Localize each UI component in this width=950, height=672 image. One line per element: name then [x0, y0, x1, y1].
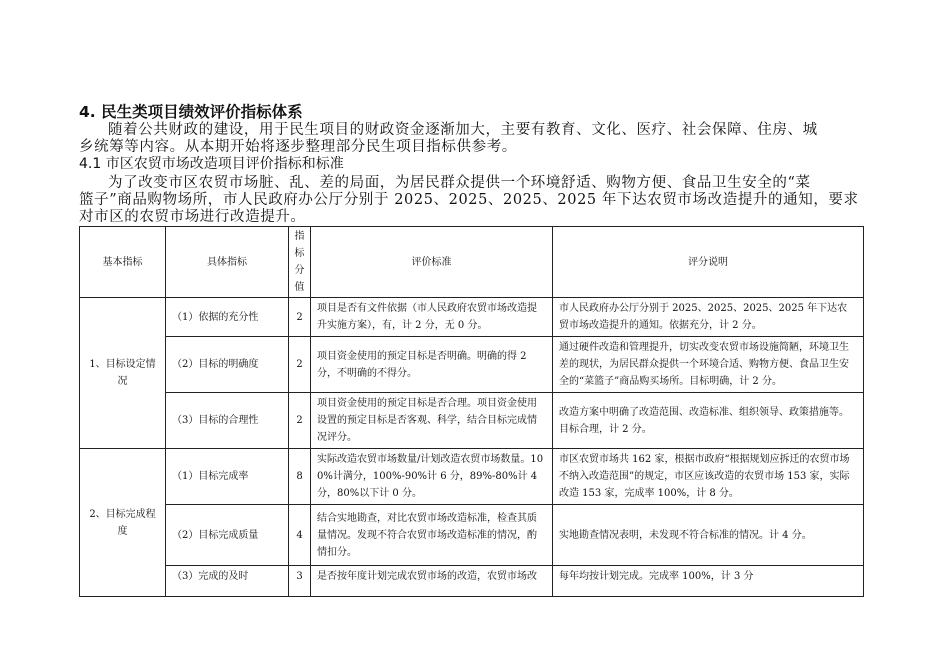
- score-cell: 4: [289, 505, 311, 566]
- explanation-cell: 市人民政府办公厅分别于 2025、2025、2025、2025 年下达农贸市场改造提升的通知。依据充分，计 2 分。: [553, 298, 864, 337]
- subsection-intro: [79, 175, 869, 226]
- explanation-cell: 实地勘查情况表明，未发现不符合标准的情况。计 4 分。: [553, 505, 864, 566]
- specific-indicator-cell: （2）目标的明确度: [166, 337, 289, 393]
- header-basic: 基本指标: [80, 227, 166, 298]
- criteria-cell: 项目资金使用的预定目标是否合理。项目资金使用设置的预定目标是否客观、科学，结合目标完成情况评分。: [311, 393, 553, 449]
- indicator-table: [79, 226, 864, 597]
- subsection-intro-line: 对市区的农贸市场进行改造提升。: [79, 209, 306, 225]
- criteria-cell: 项目资金使用的预定目标是否明确。明确的得 2 分，不明确的不得分。: [311, 337, 553, 393]
- section-heading: 4. 民生类项目绩效评价指标体系: [79, 103, 303, 121]
- subsection-heading: 4.1 市区农贸市场改造项目评价指标和标准: [79, 156, 344, 172]
- score-cell: 2: [289, 393, 311, 449]
- score-cell: 3: [289, 566, 311, 597]
- explanation-cell: 改造方案中明确了改造范围、改造标准、组织领导、政策措施等。目标合理，计 2 分。: [553, 393, 864, 449]
- header-weight-char: 指: [294, 231, 305, 242]
- score-cell: 2: [289, 337, 311, 393]
- criteria-cell: 是否按年度计划完成农贸市场的改造，农贸市场改: [311, 566, 553, 597]
- table-row: [80, 449, 864, 505]
- specific-indicator-cell: （2）目标完成质量: [166, 505, 289, 566]
- criteria-cell: 实际改造农贸市场数量/计划改造农贸市场数量。100%计满分，100%-90%计 6 分，89%-80%计 4 分，80%以下计 0 分。: [311, 449, 553, 505]
- table-header-row: [80, 227, 864, 298]
- explanation-cell: 通过硬件改造和管理提升，切实改变农贸市场设施简陋，环境卫生差的现状，为居民群众提供一个环境合适、购物方便、食品卫生安全的“菜篮子”商品购买场所。目标明确，计 2 分。: [553, 337, 864, 393]
- specific-indicator-cell: （3）目标的合理性: [166, 393, 289, 449]
- criteria-cell: 项目是否有文件依据（市人民政府农贸市场改造提升实施方案），有，计 2 分，无 0 分。: [311, 298, 553, 337]
- criteria-cell: 结合实地勘查，对比农贸市场改造标准，检查其质量情况。发现不符合农贸市场改造标准的情况，酌情扣分。: [311, 505, 553, 566]
- header-weight-char: 值: [294, 282, 305, 293]
- header-weight: [289, 227, 311, 298]
- specific-indicator-cell: （1）依据的充分性: [166, 298, 289, 337]
- specific-indicator-cell: （3）完成的及时: [166, 566, 289, 597]
- table-row: [80, 393, 864, 449]
- subsection-intro-line: 为了改变市区农贸市场脏、乱、差的局面，为居民群众提供一个环境舒适、购物方便、食品卫生安全的“菜: [108, 175, 811, 191]
- header-weight-char: 标: [294, 248, 305, 259]
- section-intro-line: 乡统筹等内容。从本期开始将逐步整理部分民生项目指标供参考。: [79, 139, 517, 155]
- header-weight-char: 分: [294, 265, 305, 276]
- table-row: [80, 337, 864, 393]
- table-row: [80, 566, 864, 597]
- score-cell: 8: [289, 449, 311, 505]
- header-criteria: 评价标准: [311, 227, 553, 298]
- explanation-cell: 市区农贸市场共 162 家，根据市政府“根据规划应拆迁的农贸市场不纳入改造范围”的规定，市区应该改造的农贸市场 153 家，实际改造 153 家，完成率 100%，计 8 分。: [553, 449, 864, 505]
- subsection-intro-line: 篮子”商品购物场所，市人民政府办公厅分别于 2025、2025、2025、2025 年下达农贸市场改造提升的通知，要求: [79, 192, 859, 208]
- basic-indicator-cell: 1、目标设定情况: [80, 298, 166, 449]
- explanation-cell: 每年均按计划完成。完成率 100%，计 3 分: [553, 566, 864, 597]
- table-row: [80, 298, 864, 337]
- header-explanation: 评分说明: [553, 227, 864, 298]
- table-row: [80, 505, 864, 566]
- section-intro-line: 随着公共财政的建设，用于民生项目的财政资金逐渐加大，主要有教育、文化、医疗、社会保障、住房、城: [108, 122, 818, 138]
- score-cell: 2: [289, 298, 311, 337]
- specific-indicator-cell: （1）目标完成率: [166, 449, 289, 505]
- header-specific: 具体指标: [166, 227, 289, 298]
- basic-indicator-cell: 2、目标完成程度: [80, 449, 166, 597]
- section-intro: [79, 122, 869, 156]
